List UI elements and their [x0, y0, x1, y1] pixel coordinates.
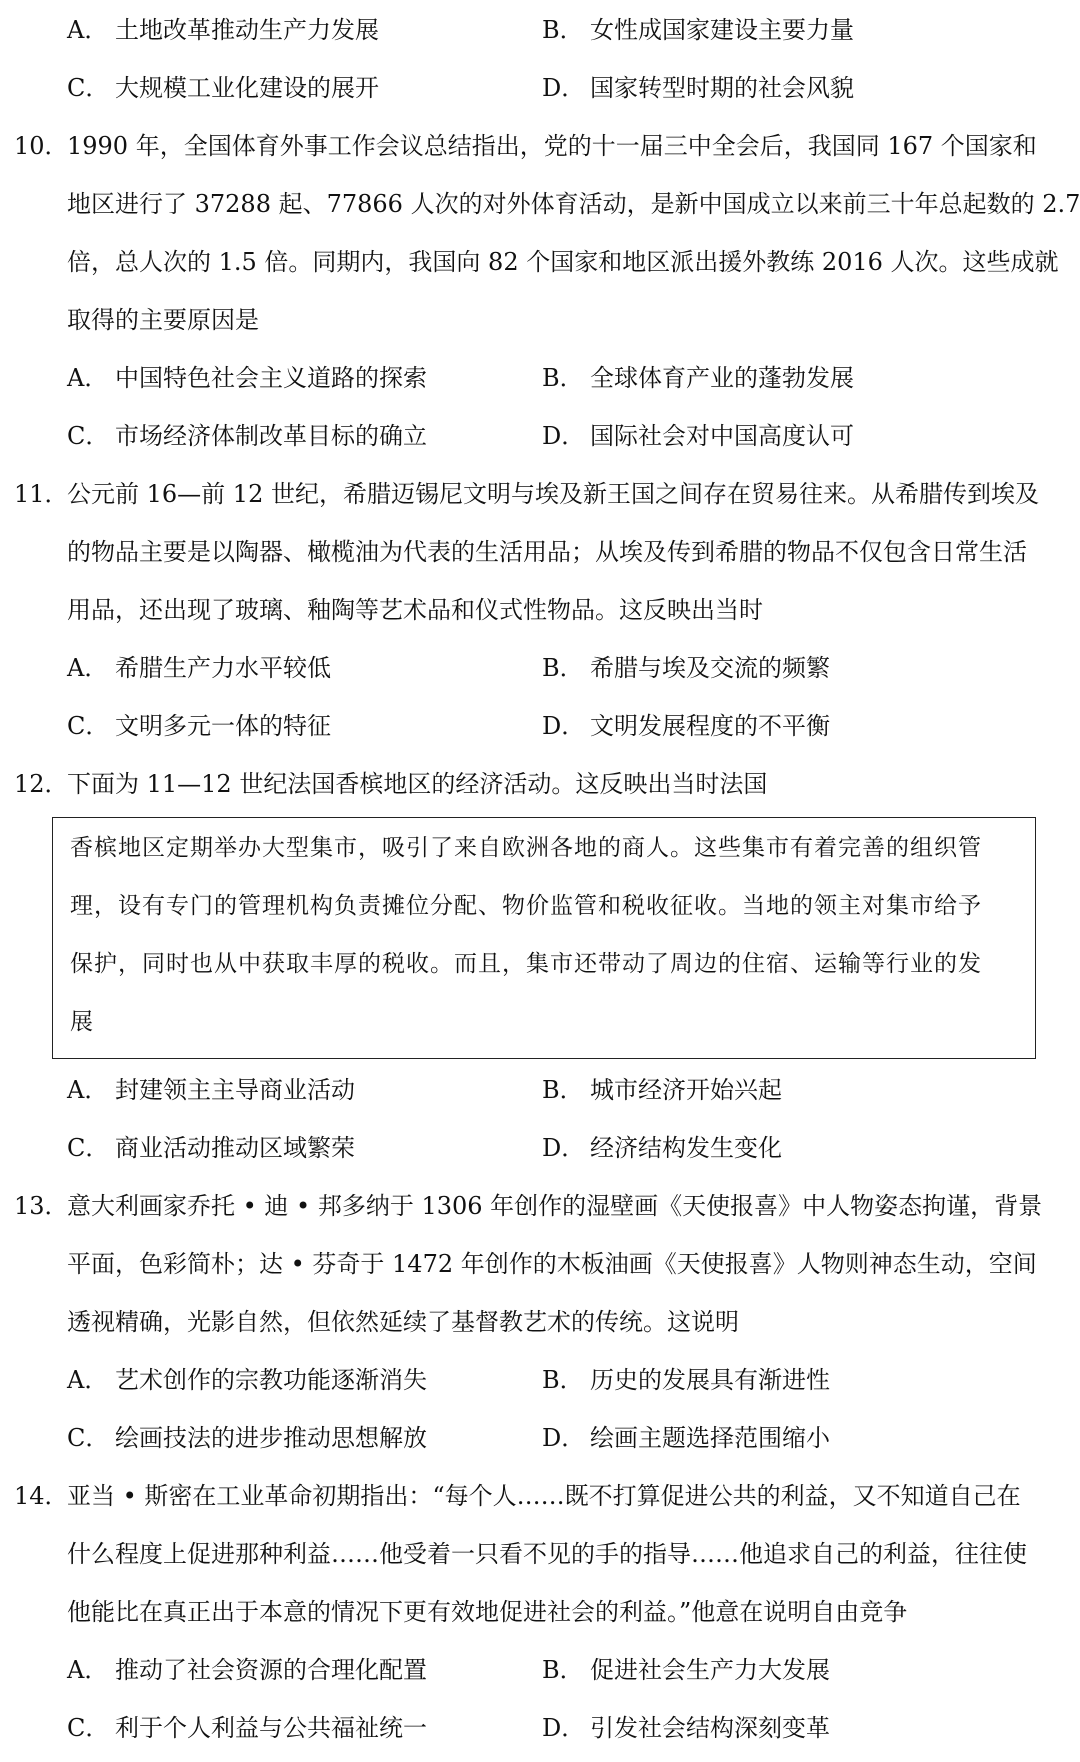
- q9-option-c: C． 大规模工业化建设的展开: [67, 74, 379, 102]
- q14-option-b: B． 促进社会生产力大发展: [542, 1656, 830, 1684]
- material-line: 展: [70, 1009, 94, 1035]
- q13-stem-line-1: 13． 意大利画家乔托 • 迪 • 邦多纳于 1306 年创作的湿壁画《天使报喜》中人物姿态拘谨，背景: [0, 1176, 1080, 1236]
- question-number: 12．: [14, 770, 69, 798]
- q11-option-b: B． 希腊与埃及交流的频繁: [542, 654, 830, 682]
- q14-option-a: A． 推动了社会资源的合理化配置: [67, 1656, 427, 1684]
- q11-stem-line-2: 的物品主要是以陶器、橄榄油为代表的生活用品；从埃及传到希腊的物品不仅包含日常生活: [67, 538, 1027, 566]
- q13-stem-line-2: 平面，色彩简朴；达 • 芬奇于 1472 年创作的木板油画《天使报喜》人物则神态生动，空间: [67, 1250, 1037, 1278]
- material-line: 香槟地区定期举办大型集市，吸引了来自欧洲各地的商人。这些集市有着完善的组织管: [70, 835, 982, 861]
- q10-stem-line-4: 取得的主要原因是: [67, 306, 259, 334]
- q12-stem-line-1: 12． 下面为 11—12 世纪法国香槟地区的经济活动。这反映出当时法国: [0, 754, 1080, 814]
- material-line: 理，设有专门的管理机构负责摊位分配、物价监管和税收征收。当地的领主对集市给予: [70, 893, 982, 919]
- q10-option-a: A． 中国特色社会主义道路的探索: [67, 364, 427, 392]
- q14-stem-line-1: 14． 亚当 • 斯密在工业革命初期指出：“每个人……既不打算促进公共的利益，又不知道自己在: [0, 1466, 1080, 1526]
- q14-stem-line-3: 他能比在真正出于本意的情况下更有效地促进社会的利益。”他意在说明自由竞争: [67, 1598, 908, 1626]
- q11-option-d: D． 文明发展程度的不平衡: [542, 712, 830, 740]
- q12-options-row-1: [0, 1060, 1080, 1120]
- q12-option-b: B． 城市经济开始兴起: [542, 1076, 782, 1104]
- q12-option-c: C． 商业活动推动区域繁荣: [67, 1134, 355, 1162]
- q11-stem-line-1: 11． 公元前 16—前 12 世纪，希腊迈锡尼文明与埃及新王国之间存在贸易往来。从希腊传到埃及: [0, 464, 1080, 524]
- q12-option-a: A． 封建领主主导商业活动: [67, 1076, 355, 1104]
- q11-options-row-2: [0, 696, 1080, 756]
- question-number: 14．: [14, 1482, 69, 1510]
- material-line: 保护，同时也从中获取丰厚的税收。而且，集市还带动了周边的住宿、运输等行业的发: [70, 951, 982, 977]
- q13-options-row-2: [0, 1408, 1080, 1468]
- q13-option-a: A． 艺术创作的宗教功能逐渐消失: [67, 1366, 427, 1394]
- q9-options-row-2: [0, 58, 1080, 118]
- q14-options-row-1: [0, 1640, 1080, 1700]
- q14-stem-line-2: 什么程度上促进那种利益……他受着一只看不见的手的指导……他追求自己的利益，往往使: [67, 1540, 1027, 1568]
- q14-option-c: C． 利于个人利益与公共福祉统一: [67, 1714, 427, 1742]
- q13-option-c: C． 绘画技法的进步推动思想解放: [67, 1424, 427, 1452]
- q10-option-b: B． 全球体育产业的蓬勃发展: [542, 364, 854, 392]
- q12-material-box: [52, 817, 1036, 1059]
- q11-option-c: C． 文明多元一体的特征: [67, 712, 331, 740]
- q10-stem-line-2: 地区进行了 37288 起、77866 人次的对外体育活动，是新中国成立以来前三十年总起数的 2.7: [67, 190, 1080, 218]
- q13-options-row-1: [0, 1350, 1080, 1410]
- q11-stem-line-3: 用品，还出现了玻璃、釉陶等艺术品和仪式性物品。这反映出当时: [67, 596, 763, 624]
- q9-option-b: B． 女性成国家建设主要力量: [542, 16, 854, 44]
- question-number: 13．: [14, 1192, 69, 1220]
- q13-option-b: B． 历史的发展具有渐进性: [542, 1366, 830, 1394]
- q10-option-d: D． 国际社会对中国高度认可: [542, 422, 854, 450]
- q10-stem-line-3: 倍，总人次的 1.5 倍。同期内，我国向 82 个国家和地区派出援外教练 2016 人次。这些成就: [67, 248, 1059, 276]
- q13-option-d: D． 绘画主题选择范围缩小: [542, 1424, 830, 1452]
- q10-options-row-1: [0, 348, 1080, 408]
- q9-option-d: D． 国家转型时期的社会风貌: [542, 74, 854, 102]
- q13-stem-line-3: 透视精确，光影自然，但依然延续了基督教艺术的传统。这说明: [67, 1308, 739, 1336]
- q14-option-d: D． 引发社会结构深刻变革: [542, 1714, 830, 1742]
- q9-options-row-1: [0, 0, 1080, 60]
- q10-stem-line-1: 10． 1990 年，全国体育外事工作会议总结指出，党的十一届三中全会后，我国同 167 个国家和: [0, 116, 1080, 176]
- q11-option-a: A． 希腊生产力水平较低: [67, 654, 331, 682]
- q12-options-row-2: [0, 1118, 1080, 1178]
- q14-options-row-2: [0, 1698, 1080, 1758]
- q11-options-row-1: [0, 638, 1080, 698]
- question-number: 10．: [14, 132, 69, 160]
- question-number: 11．: [14, 480, 69, 508]
- q9-option-a: A． 土地改革推动生产力发展: [67, 16, 379, 44]
- q12-option-d: D． 经济结构发生变化: [542, 1134, 782, 1162]
- q10-options-row-2: [0, 406, 1080, 466]
- q10-option-c: C． 市场经济体制改革目标的确立: [67, 422, 427, 450]
